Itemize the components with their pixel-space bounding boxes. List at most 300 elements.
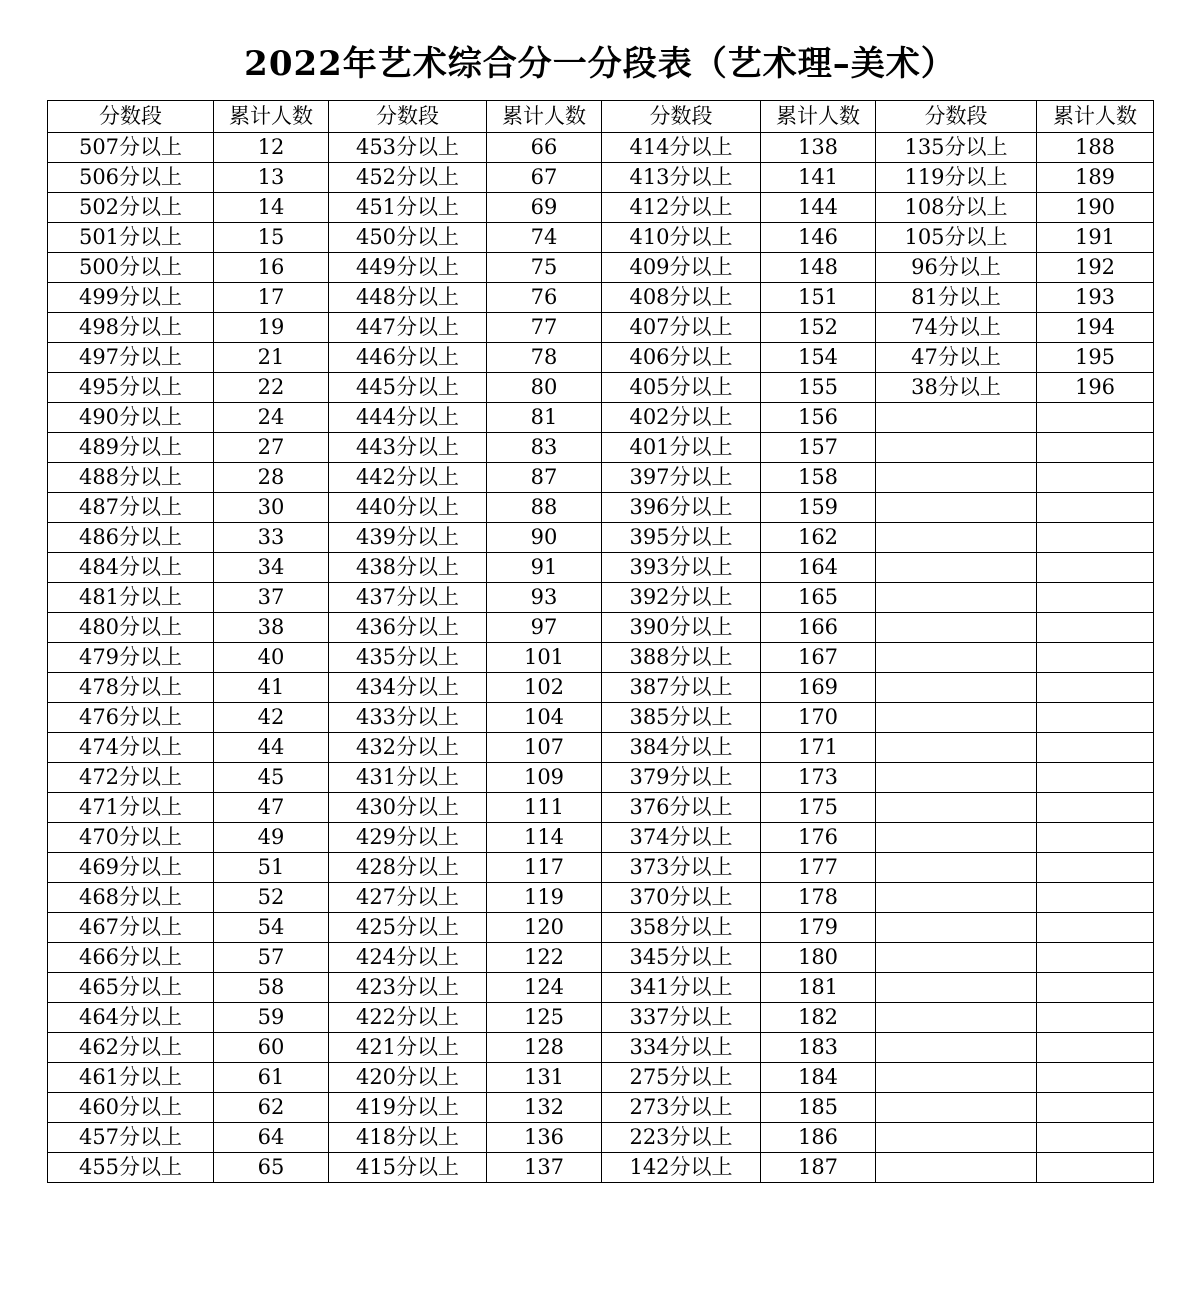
score-cell [876, 763, 1037, 793]
count-cell: 182 [761, 1003, 876, 1033]
score-cell: 435分以上 [329, 643, 487, 673]
score-cell [876, 583, 1037, 613]
count-cell: 45 [214, 763, 329, 793]
score-cell [876, 553, 1037, 583]
header-score-2: 分数段 [329, 101, 487, 133]
count-cell: 171 [761, 733, 876, 763]
table-row [48, 583, 1154, 613]
count-cell [1037, 523, 1154, 553]
score-cell: 428分以上 [329, 853, 487, 883]
count-cell: 12 [214, 133, 329, 163]
score-cell [876, 613, 1037, 643]
score-cell: 423分以上 [329, 973, 487, 1003]
score-cell: 462分以上 [48, 1033, 214, 1063]
score-cell: 396分以上 [602, 493, 761, 523]
count-cell [1037, 673, 1154, 703]
header-count-1: 累计人数 [214, 101, 329, 133]
count-cell: 69 [487, 193, 602, 223]
count-cell: 57 [214, 943, 329, 973]
count-cell: 19 [214, 313, 329, 343]
count-cell [1037, 433, 1154, 463]
score-cell: 499分以上 [48, 283, 214, 313]
count-cell: 180 [761, 943, 876, 973]
count-cell: 90 [487, 523, 602, 553]
table-row [48, 1003, 1154, 1033]
score-cell: 407分以上 [602, 313, 761, 343]
score-cell: 443分以上 [329, 433, 487, 463]
count-cell: 187 [761, 1153, 876, 1183]
score-cell: 437分以上 [329, 583, 487, 613]
count-cell [1037, 763, 1154, 793]
score-cell: 452分以上 [329, 163, 487, 193]
score-cell: 461分以上 [48, 1063, 214, 1093]
score-cell [876, 1093, 1037, 1123]
table-row [48, 823, 1154, 853]
count-cell: 162 [761, 523, 876, 553]
score-cell: 472分以上 [48, 763, 214, 793]
count-cell: 183 [761, 1033, 876, 1063]
count-cell: 104 [487, 703, 602, 733]
score-cell: 438分以上 [329, 553, 487, 583]
score-cell: 502分以上 [48, 193, 214, 223]
count-cell: 47 [214, 793, 329, 823]
count-cell [1037, 1153, 1154, 1183]
score-cell: 469分以上 [48, 853, 214, 883]
count-cell [1037, 853, 1154, 883]
table-row [48, 553, 1154, 583]
score-cell [876, 673, 1037, 703]
score-cell: 468分以上 [48, 883, 214, 913]
score-cell: 420分以上 [329, 1063, 487, 1093]
score-cell [876, 403, 1037, 433]
count-cell: 128 [487, 1033, 602, 1063]
score-cell: 379分以上 [602, 763, 761, 793]
count-cell: 176 [761, 823, 876, 853]
score-cell: 466分以上 [48, 943, 214, 973]
count-cell: 122 [487, 943, 602, 973]
count-cell: 67 [487, 163, 602, 193]
count-cell [1037, 823, 1154, 853]
score-cell: 432分以上 [329, 733, 487, 763]
score-cell: 507分以上 [48, 133, 214, 163]
count-cell: 91 [487, 553, 602, 583]
count-cell: 136 [487, 1123, 602, 1153]
score-cell: 501分以上 [48, 223, 214, 253]
count-cell: 21 [214, 343, 329, 373]
score-cell: 481分以上 [48, 583, 214, 613]
score-cell: 223分以上 [602, 1123, 761, 1153]
score-cell: 450分以上 [329, 223, 487, 253]
score-cell: 273分以上 [602, 1093, 761, 1123]
score-cell: 433分以上 [329, 703, 487, 733]
count-cell: 80 [487, 373, 602, 403]
count-cell: 185 [761, 1093, 876, 1123]
count-cell: 77 [487, 313, 602, 343]
count-cell: 54 [214, 913, 329, 943]
score-cell: 393分以上 [602, 553, 761, 583]
score-cell: 341分以上 [602, 973, 761, 1003]
count-cell: 159 [761, 493, 876, 523]
count-cell: 24 [214, 403, 329, 433]
count-cell [1037, 613, 1154, 643]
score-cell: 497分以上 [48, 343, 214, 373]
count-cell: 64 [214, 1123, 329, 1153]
score-cell: 397分以上 [602, 463, 761, 493]
score-cell: 358分以上 [602, 913, 761, 943]
score-cell: 488分以上 [48, 463, 214, 493]
count-cell: 114 [487, 823, 602, 853]
table-row [48, 403, 1154, 433]
count-cell: 144 [761, 193, 876, 223]
table-row [48, 733, 1154, 763]
score-cell [876, 433, 1037, 463]
table-row [48, 523, 1154, 553]
count-cell: 166 [761, 613, 876, 643]
score-cell: 471分以上 [48, 793, 214, 823]
table-row [48, 133, 1154, 163]
count-cell: 175 [761, 793, 876, 823]
count-cell [1037, 703, 1154, 733]
score-cell: 275分以上 [602, 1063, 761, 1093]
header-score-3: 分数段 [602, 101, 761, 133]
table-row [48, 673, 1154, 703]
score-cell [876, 973, 1037, 1003]
score-cell: 401分以上 [602, 433, 761, 463]
count-cell: 170 [761, 703, 876, 733]
count-cell [1037, 733, 1154, 763]
count-cell: 148 [761, 253, 876, 283]
score-cell: 142分以上 [602, 1153, 761, 1183]
count-cell: 173 [761, 763, 876, 793]
count-cell: 109 [487, 763, 602, 793]
header-row [48, 101, 1154, 133]
score-cell: 415分以上 [329, 1153, 487, 1183]
score-cell: 487分以上 [48, 493, 214, 523]
count-cell: 74 [487, 223, 602, 253]
score-cell [876, 1033, 1037, 1063]
score-cell: 390分以上 [602, 613, 761, 643]
count-cell [1037, 463, 1154, 493]
table-row [48, 373, 1154, 403]
score-cell: 434分以上 [329, 673, 487, 703]
table-row [48, 163, 1154, 193]
score-cell: 498分以上 [48, 313, 214, 343]
score-cell: 495分以上 [48, 373, 214, 403]
score-cell [876, 523, 1037, 553]
score-cell: 446分以上 [329, 343, 487, 373]
count-cell [1037, 493, 1154, 523]
score-cell: 427分以上 [329, 883, 487, 913]
count-cell: 167 [761, 643, 876, 673]
count-cell: 66 [487, 133, 602, 163]
count-cell: 184 [761, 1063, 876, 1093]
table-row [48, 943, 1154, 973]
score-cell: 345分以上 [602, 943, 761, 973]
score-cell: 410分以上 [602, 223, 761, 253]
count-cell: 13 [214, 163, 329, 193]
count-cell: 155 [761, 373, 876, 403]
score-cell: 47分以上 [876, 343, 1037, 373]
score-cell: 337分以上 [602, 1003, 761, 1033]
score-cell: 388分以上 [602, 643, 761, 673]
score-cell: 395分以上 [602, 523, 761, 553]
count-cell: 52 [214, 883, 329, 913]
count-cell: 188 [1037, 133, 1154, 163]
count-cell [1037, 1033, 1154, 1063]
table-row [48, 1153, 1154, 1183]
score-cell: 479分以上 [48, 643, 214, 673]
score-cell: 373分以上 [602, 853, 761, 883]
count-cell: 60 [214, 1033, 329, 1063]
count-cell: 51 [214, 853, 329, 883]
score-cell: 476分以上 [48, 703, 214, 733]
score-cell: 374分以上 [602, 823, 761, 853]
count-cell: 146 [761, 223, 876, 253]
table-row [48, 973, 1154, 1003]
table-row [48, 433, 1154, 463]
score-cell: 429分以上 [329, 823, 487, 853]
count-cell: 14 [214, 193, 329, 223]
score-cell: 442分以上 [329, 463, 487, 493]
count-cell: 157 [761, 433, 876, 463]
count-cell [1037, 1123, 1154, 1153]
score-cell: 385分以上 [602, 703, 761, 733]
count-cell: 65 [214, 1153, 329, 1183]
count-cell: 62 [214, 1093, 329, 1123]
count-cell: 107 [487, 733, 602, 763]
count-cell: 22 [214, 373, 329, 403]
score-cell: 421分以上 [329, 1033, 487, 1063]
score-cell: 436分以上 [329, 613, 487, 643]
count-cell: 196 [1037, 373, 1154, 403]
score-cell: 402分以上 [602, 403, 761, 433]
table-row [48, 1123, 1154, 1153]
header-score-4: 分数段 [876, 101, 1037, 133]
table-row [48, 253, 1154, 283]
count-cell: 164 [761, 553, 876, 583]
count-cell: 132 [487, 1093, 602, 1123]
count-cell: 179 [761, 913, 876, 943]
count-cell: 83 [487, 433, 602, 463]
count-cell: 124 [487, 973, 602, 1003]
header-score-1: 分数段 [48, 101, 214, 133]
count-cell [1037, 913, 1154, 943]
count-cell: 195 [1037, 343, 1154, 373]
score-cell: 108分以上 [876, 193, 1037, 223]
count-cell: 192 [1037, 253, 1154, 283]
header-count-4: 累计人数 [1037, 101, 1154, 133]
count-cell: 165 [761, 583, 876, 613]
score-cell: 439分以上 [329, 523, 487, 553]
score-cell: 474分以上 [48, 733, 214, 763]
count-cell [1037, 553, 1154, 583]
score-cell: 431分以上 [329, 763, 487, 793]
score-cell: 490分以上 [48, 403, 214, 433]
score-cell: 444分以上 [329, 403, 487, 433]
count-cell: 49 [214, 823, 329, 853]
count-cell: 137 [487, 1153, 602, 1183]
table-row [48, 643, 1154, 673]
count-cell: 44 [214, 733, 329, 763]
score-cell: 119分以上 [876, 163, 1037, 193]
count-cell: 75 [487, 253, 602, 283]
count-cell [1037, 1093, 1154, 1123]
count-cell [1037, 883, 1154, 913]
score-cell: 419分以上 [329, 1093, 487, 1123]
score-cell: 460分以上 [48, 1093, 214, 1123]
count-cell: 40 [214, 643, 329, 673]
count-cell: 154 [761, 343, 876, 373]
score-cell: 392分以上 [602, 583, 761, 613]
page-title: 2022年艺术综合分一分段表（艺术理–美术） [244, 44, 956, 84]
score-cell: 489分以上 [48, 433, 214, 463]
table-row [48, 793, 1154, 823]
count-cell: 191 [1037, 223, 1154, 253]
score-cell: 457分以上 [48, 1123, 214, 1153]
table-row [48, 763, 1154, 793]
table-row [48, 703, 1154, 733]
score-cell [876, 823, 1037, 853]
score-cell [876, 853, 1037, 883]
score-cell: 465分以上 [48, 973, 214, 1003]
table-row [48, 223, 1154, 253]
count-cell: 117 [487, 853, 602, 883]
count-cell: 186 [761, 1123, 876, 1153]
score-cell: 480分以上 [48, 613, 214, 643]
count-cell: 138 [761, 133, 876, 163]
table-row [48, 1093, 1154, 1123]
score-cell: 440分以上 [329, 493, 487, 523]
score-cell: 484分以上 [48, 553, 214, 583]
score-cell: 387分以上 [602, 673, 761, 703]
count-cell: 16 [214, 253, 329, 283]
score-cell [876, 703, 1037, 733]
score-cell: 486分以上 [48, 523, 214, 553]
score-cell: 500分以上 [48, 253, 214, 283]
score-cell: 408分以上 [602, 283, 761, 313]
score-table [47, 100, 1154, 1183]
score-cell: 418分以上 [329, 1123, 487, 1153]
table-row [48, 613, 1154, 643]
count-cell: 178 [761, 883, 876, 913]
table-row [48, 913, 1154, 943]
count-cell: 101 [487, 643, 602, 673]
score-cell [876, 1123, 1037, 1153]
table-row [48, 1033, 1154, 1063]
count-cell: 27 [214, 433, 329, 463]
score-cell [876, 1003, 1037, 1033]
count-cell: 194 [1037, 313, 1154, 343]
count-cell: 189 [1037, 163, 1154, 193]
score-cell [876, 1153, 1037, 1183]
count-cell: 158 [761, 463, 876, 493]
score-cell: 376分以上 [602, 793, 761, 823]
count-cell: 17 [214, 283, 329, 313]
score-cell: 478分以上 [48, 673, 214, 703]
count-cell: 59 [214, 1003, 329, 1033]
table-row [48, 463, 1154, 493]
count-cell: 119 [487, 883, 602, 913]
count-cell: 76 [487, 283, 602, 313]
score-cell: 422分以上 [329, 1003, 487, 1033]
score-cell: 135分以上 [876, 133, 1037, 163]
count-cell [1037, 1003, 1154, 1033]
count-cell: 93 [487, 583, 602, 613]
count-cell: 34 [214, 553, 329, 583]
count-cell: 30 [214, 493, 329, 523]
table-row [48, 313, 1154, 343]
score-cell: 334分以上 [602, 1033, 761, 1063]
score-cell: 445分以上 [329, 373, 487, 403]
score-cell: 447分以上 [329, 313, 487, 343]
count-cell: 102 [487, 673, 602, 703]
score-cell: 451分以上 [329, 193, 487, 223]
score-cell: 406分以上 [602, 343, 761, 373]
table-row [48, 883, 1154, 913]
score-cell: 448分以上 [329, 283, 487, 313]
count-cell: 169 [761, 673, 876, 703]
count-cell: 193 [1037, 283, 1154, 313]
score-cell [876, 493, 1037, 523]
count-cell: 87 [487, 463, 602, 493]
score-cell: 470分以上 [48, 823, 214, 853]
score-cell [876, 643, 1037, 673]
count-cell: 181 [761, 973, 876, 1003]
score-cell: 412分以上 [602, 193, 761, 223]
score-cell: 414分以上 [602, 133, 761, 163]
score-cell: 455分以上 [48, 1153, 214, 1183]
score-cell: 405分以上 [602, 373, 761, 403]
score-cell: 38分以上 [876, 373, 1037, 403]
score-cell: 464分以上 [48, 1003, 214, 1033]
score-cell: 453分以上 [329, 133, 487, 163]
header-count-3: 累计人数 [761, 101, 876, 133]
count-cell: 88 [487, 493, 602, 523]
count-cell: 78 [487, 343, 602, 373]
table-row [48, 493, 1154, 523]
score-cell: 384分以上 [602, 733, 761, 763]
count-cell: 61 [214, 1063, 329, 1093]
count-cell: 15 [214, 223, 329, 253]
count-cell: 28 [214, 463, 329, 493]
score-cell: 467分以上 [48, 913, 214, 943]
table-body [48, 133, 1154, 1183]
score-cell: 506分以上 [48, 163, 214, 193]
table-row [48, 283, 1154, 313]
count-cell: 33 [214, 523, 329, 553]
table-row [48, 193, 1154, 223]
score-cell [876, 793, 1037, 823]
score-cell: 425分以上 [329, 913, 487, 943]
score-cell: 449分以上 [329, 253, 487, 283]
count-cell: 41 [214, 673, 329, 703]
score-cell [876, 913, 1037, 943]
count-cell [1037, 1063, 1154, 1093]
table-row [48, 1063, 1154, 1093]
count-cell: 151 [761, 283, 876, 313]
score-cell [876, 463, 1037, 493]
score-cell: 96分以上 [876, 253, 1037, 283]
count-cell [1037, 793, 1154, 823]
score-cell [876, 1063, 1037, 1093]
count-cell: 177 [761, 853, 876, 883]
table-row [48, 343, 1154, 373]
score-cell: 370分以上 [602, 883, 761, 913]
count-cell: 111 [487, 793, 602, 823]
count-cell: 38 [214, 613, 329, 643]
score-cell [876, 883, 1037, 913]
score-cell: 105分以上 [876, 223, 1037, 253]
